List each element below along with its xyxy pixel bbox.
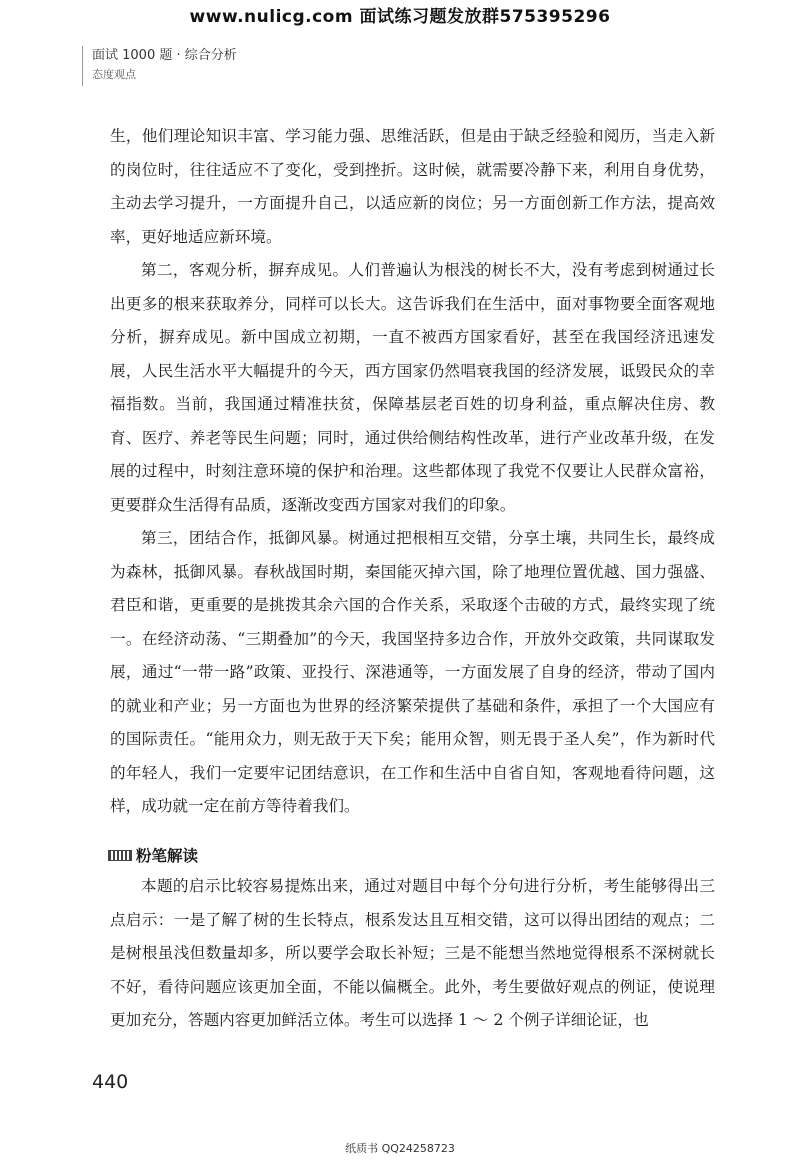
footer-note: 纸质书 QQ24258723 [345, 1142, 455, 1155]
page-number: 440 [92, 1071, 129, 1093]
top-banner: www.nulicg.com 面试练习题发放群575395296 [189, 7, 611, 27]
heading-marker-icon [108, 850, 132, 861]
interpretation-heading [108, 844, 198, 866]
book-series-title: 面试 1000 题 · 综合分析 [92, 48, 237, 63]
interpretation-title: 粉笔解读 [136, 847, 199, 865]
paragraph-second-point: 第二，客观分析，摒弃成见。人们普遍认为根浅的树长不大，没有考虑到树通过长出更多的根来获取养分，同样可以长大。这告诉我们在生活中，面对事物要全面客观地分析，摒弃成见。新中国成立初期，一直不被西方国家看好，甚至在我国经济迅速发展，人民生活水平大幅提升的今天，西方国家仍然唱衰我国的经济发展，诋毁民众的幸福指数。当前，我国通过精准扶贫，保障基层老百姓的切身利益，重点解决住房、教育、医疗、养老等民生问题；同时，通过供给侧结构性改革，进行产业改革升级，在发展的过程中，时刻注意环境的保护和治理。这些都体现了我党不仅要让人民群众富裕，更要群众生活得有品质，逐渐改变西方国家对我们的印象。 [110, 261, 715, 514]
interpretation-text [110, 870, 715, 1038]
paragraph-continued: 生，他们理论知识丰富、学习能力强、思维活跃，但是由于缺乏经验和阅历，当走入新的岗位时，往往适应不了变化，受到挫折。这时候，就需要冷静下来，利用自身优势，主动去学习提升，一方面提升自己，以适应新的岗位；另一方面创新工作方法，提高效率，更好地适应新环境。 [110, 127, 715, 246]
interpretation-paragraph: 本题的启示比较容易提炼出来，通过对题目中每个分句进行分析，考生能够得出三点启示：一是了解了树的生长特点，根系发达且互相交错，这可以得出团结的观点；二是树根虽浅但数量却多，所以要学会取长补短；三是不能想当然地觉得根系不深树就长不好，看待问题应该更加全面，不能以偏概全。此外，考生要做好观点的例证，使说理更加充分，答题内容更加鲜活立体。考生可以选择 1 ～ 2 个例子详细论证，也 [110, 877, 715, 1029]
running-header [92, 46, 237, 84]
section-title: 态度观点 [92, 68, 136, 81]
header-divider [82, 46, 83, 86]
main-text [110, 120, 715, 824]
paragraph-third-point: 第三，团结合作，抵御风暴。树通过把根相互交错，分享土壤，共同生长，最终成为森林，抵御风暴。春秋战国时期，秦国能灭掉六国，除了地理位置优越、国力强盛、君臣和谐，更重要的是挑拨其余六国的合作关系，采取逐个击破的方式，最终实现了统一。在经济动荡、“三期叠加”的今天，我国坚持多边合作，开放外交政策，共同谋取发展，通过“一带一路”政策、亚投行、深港通等，一方面发展了自身的经济，带动了国内的就业和产业；另一方面也为世界的经济繁荣提供了基础和条件，承担了一个大国应有的国际责任。“能用众力，则无敌于天下矣；能用众智，则无畏于圣人矣”，作为新时代的年轻人，我们一定要牢记团结意识，在工作和生活中自省自知，客观地看待问题，这样，成功就一定在前方等待着我们。 [110, 529, 715, 815]
